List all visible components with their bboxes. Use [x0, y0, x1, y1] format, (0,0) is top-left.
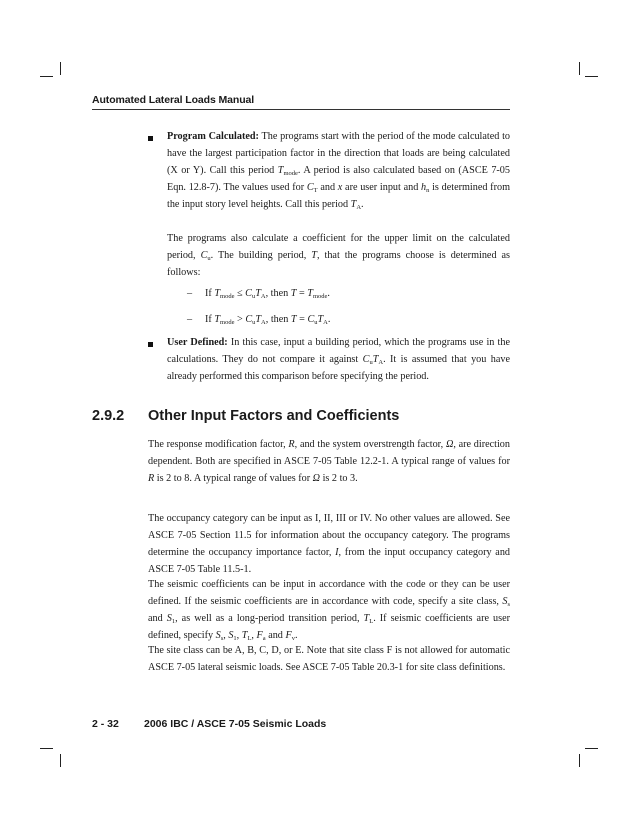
crop-mark [60, 62, 61, 75]
paragraph-text: is 2 to 8. A typical range of values for [154, 473, 313, 484]
bullet-user-defined: User Defined: In this case, input a building period, which the programs use in the calculations. They do not compare it against $C_uT_A$. It is assumed that you have already performed this comparison before specifying the period. [167, 337, 511, 382]
bullet-text: and [317, 182, 338, 193]
paragraph-text: The site class can be A, B, C, D, or E. Note that site class F is not allowed for automatic ASCE 7-05 lateral seismic loads. See ASCE 7-05 Table 20.3-1 for site class definitions. [148, 645, 510, 673]
bullet-text: . A period is also calculated based on (ASCE 7-05 Eqn. 12.8-7). The values used for [167, 165, 510, 193]
paragraph-response-factor: The response modification factor, R, and the system overstrength factor, Ω, are direction dependent. Both are specified in ASCE 7-05 Table 12.2-1. A typical range of values for R is 2 to 8. A typical range of values for Ω is 2 to 3. [148, 439, 510, 484]
paragraph-text: The seismic coefficients can be input in accordance with the code or they can be user defined. If the seismic coefficients are in accordance with code, specify a site class, [148, 579, 510, 607]
paragraph-text: , from the input occupancy category and ASCE 7-05 Table 11.5-1. [148, 547, 511, 575]
paragraph-upper-limit: The programs also calculate a coefficient for the upper limit on the calculated period, $C_u$. The building period, T, that the programs choose is determined as follows: [167, 233, 511, 278]
paragraph-text: , are direction dependent. Both are specified in ASCE 7-05 Table 12.2-1. A typical range of values for [148, 439, 510, 467]
paragraph-text: and [148, 613, 167, 624]
crop-mark [40, 76, 53, 77]
bullet-text: In this case, input a building period, which the programs use in the calculations. They do not compare it against [167, 337, 510, 365]
paragraph-text: is 2 to 3. [320, 473, 358, 484]
bullet-program-calculated: Program Calculated: The programs start with the period of the mode calculated to have the largest participation factor in the direction that loads are being calculated (X or Y). Call this period $T_{mode}$. A period is also calculated based on (ASCE 7-05 Eqn. 12.8-7). The values used for $C_T$ and x are user input and $h_n$ is determined from the input story level heights. Call this period $T_A$. [167, 131, 511, 211]
crop-mark [579, 62, 580, 75]
bullet-lead: Program Calculated: [167, 131, 259, 142]
dash-bullet: – [187, 314, 193, 325]
condition-text: If [205, 288, 215, 299]
crop-mark [585, 748, 598, 749]
condition-text: If [205, 314, 215, 325]
bullet-text: The programs start with the period of the mode calculated to have the largest participation factor in the direction that loads are being calculated (X or Y). Call this period [167, 131, 511, 176]
bullet-text: is determined from the input story level heights. Call this period [167, 182, 510, 210]
footer-title: 2006 IBC / ASCE 7-05 Seismic Loads [144, 718, 327, 730]
dash-bullet: – [187, 288, 193, 299]
bullet-text: are user input and [342, 182, 422, 193]
bullet-marker [148, 342, 153, 347]
subscript: mode [283, 170, 298, 177]
paragraph-text: , that the programs choose is determined as follows: [167, 250, 511, 278]
paragraph-text: The occupancy category can be input as I, II, III or IV. No other values are allowed. See ASCE 7-05 Section 11.5 for information about the occupancy category. The programs determine the occupancy importance factor, [148, 513, 510, 558]
paragraph-text: . The building period, [210, 250, 312, 261]
bullet-text: . It is assumed that you have already performed this comparison before specifying the period. [167, 354, 511, 382]
paragraph-text: The programs also calculate a coefficient for the upper limit on the calculated period, [167, 233, 510, 261]
bullet-lead: User Defined: [167, 337, 228, 348]
crop-mark [579, 754, 580, 767]
paragraph-occupancy: The occupancy category can be input as I, II, III or IV. No other values are allowed. See ASCE 7-05 Section 11.5 for information about the occupancy category. The programs determine the occupancy importance factor, I, from the input occupancy category and ASCE 7-05 Table 11.5-1. [148, 513, 511, 575]
crop-mark [585, 76, 598, 77]
section-title: Other Input Factors and Coefficients [148, 408, 400, 424]
paragraph-text: , and the system overstrength factor, [294, 439, 446, 450]
crop-mark [60, 754, 61, 767]
page-number: 2 - 32 [92, 718, 119, 730]
condition-text: , then [265, 288, 291, 299]
condition-line-2: If $T_{mode} > C_uT_A$, then $T = C_uT_A$. [205, 314, 331, 326]
section-number: 2.9.2 [92, 408, 125, 424]
paragraph-text: , as well as a long-period transition period, [175, 613, 364, 624]
running-header: Automated Lateral Loads Manual [92, 94, 255, 106]
paragraph-site-class [148, 642, 510, 676]
header-rule [92, 109, 510, 110]
paragraph-seismic-coefficients: The seismic coefficients can be input in accordance with the code or they can be user defined. If the seismic coefficients are in accordance with code, specify a site class, $S_s$ and $S_1$, as well as a long-period transition period, $T_L$. If seismic coefficients are user defined, specify $S_s$, $S_1$, $T_L$, $F_a$ and $F_v$. [148, 579, 510, 642]
condition-text: , then [265, 314, 291, 325]
bullet-marker [148, 136, 153, 141]
paragraph-text: The response modification factor, [148, 439, 289, 450]
condition-line-1: If $T_{mode} \le C_uT_A$, then $T = T_{mode}$. [205, 288, 330, 300]
paragraph-text: . If seismic coefficients are user defined, specify [148, 613, 510, 641]
crop-mark [40, 748, 53, 749]
